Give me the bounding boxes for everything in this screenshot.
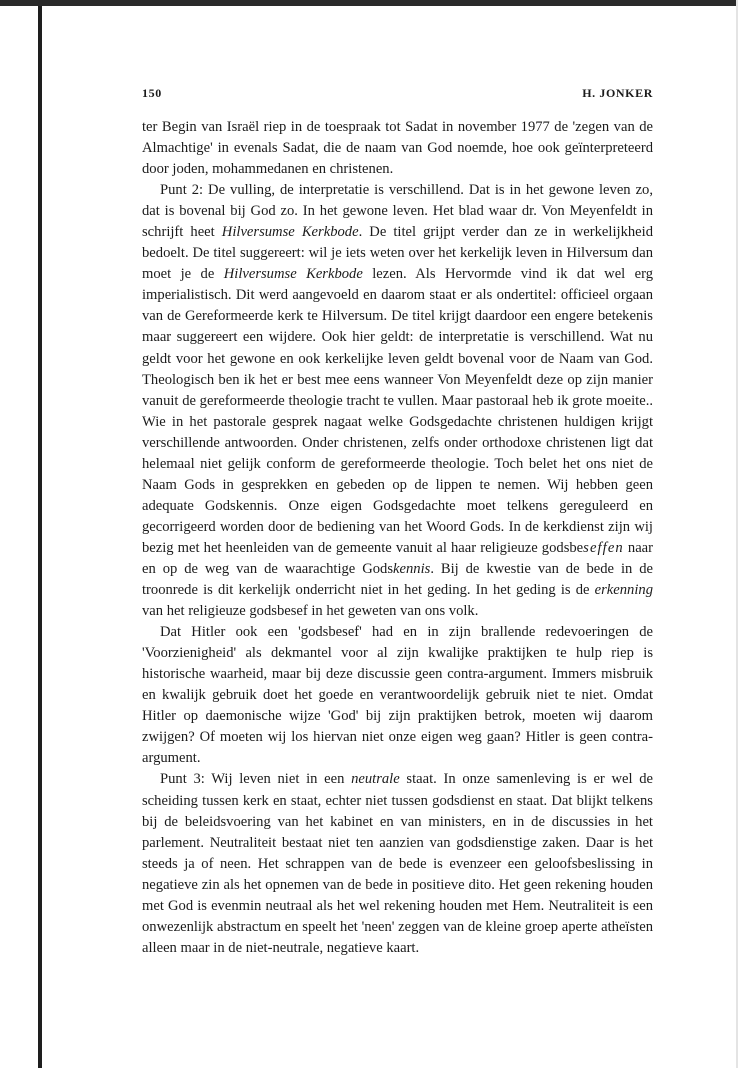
p2-text-a: Punt 2: De vulling, de interpretatie is verschillend. Dat is in het gewone leven zo, dat is bovenal bij God zo. In het gewone leven. Het blad waar dr. Von Meyenfeldt in schrijft heet — [142, 182, 653, 241]
p4-text-c: staat. In onze samenleving is er wel de scheiding tussen kerk en staat, echter niet tussen godsdienst en staat. Dat blijkt telkens bij de beleidsvoering van het kabinet en van ministers, en in de discussies in het parlement. Neutraliteit bestaat niet ten aanzien van godsdienstige zaken. Daar is het steeds ja of neen. Het schrappen van de bede is evenzeer een geloofsbeslissing in negatieve zin als het opnemen van de bede in positieve dito. Het geen rekening houden met God is evenmin neutraal als het wel rekening houden met Hem. Neutraliteit is een onwezenlijk abstractum en speelt het 'neen' zeggen van de kleine groep aperte atheïsten alleen maar in de niet-neutrale, negatieve kaart. — [142, 771, 654, 956]
p2-emph-kennis: kennis — [393, 560, 431, 577]
p2-text-k: van het religieuze godsbesef in het geweten van ons volk. — [142, 603, 479, 620]
paragraph-1 — [142, 117, 653, 180]
paragraph-1-text: ter Begin van Israël riep in de toespraak tot Sadat in november 1977 de 'zegen van de Almachtige' in evenals Sadat, die de naam van God noemde, hoe ook geïnterpreteerd door joden, mohammedanen en christenen. — [142, 119, 653, 178]
paragraph-2 — [142, 180, 653, 622]
paragraph-3 — [142, 622, 653, 769]
p2-title-kerkbode-1: Hilversumse Kerkbode — [221, 224, 359, 241]
running-head-author: H. JONKER — [582, 86, 653, 100]
scan-border-left — [38, 6, 42, 1068]
p2-text-e: lezen. Als Hervormde vind ik dat wel erg imperialistisch. Dit werd aangevoeld en daarom staat er als ondertitel: officieel orgaan van de Gereformeerde kerk te Hilversum. De titel krijgt daardoor een engere betekenis maar suggereert een wijdere. Ook hier geldt: de interpretatie is verschillend. Wat nu geldt voor het gewone en ook kerkelijke leven geldt bovenal voor de Naam van God. Theologisch ben ik het er best mee eens wanneer Von Meyenfeldt deze op zijn manier vanuit de gereformeerde theologie tracht te vullen. Maar pastoraal heb ik grote moeite.. Wie in het pastorale gesprek nagaat welke Godsgedachte christenen huldigen krijgt verschillende antwoorden. Onder christenen, zelfs onder orthodoxe christenen ligt dat helemaal niet gelijk conform de gereformeerde theologie. Toch belet het ons niet de Naam Gods in gesprekken en gebeden op de lippen te nemen. Wij hebben geen adequate Godskennis. Onze eigen Godsgedachte moet telkens gereguleerd en gecorrigeerd worden door de bediening van het Woord Gods. In de kerkdienst zijn wij bezig met het heenleiden van de gemeente vanuit al haar religieuze godsbe — [142, 266, 654, 556]
p2-text-c: . De titel grijpt verder dan ze in werkelijkheid bedoelt. De titel suggereert: wil je iets weten over het kerkelijk leven in Hilversum dan moet je de — [142, 224, 653, 283]
scan-border-top — [0, 0, 738, 6]
p2-text-g: naar en op de weg van de waarachtige Gods — [142, 539, 654, 577]
paragraph-4 — [142, 769, 653, 958]
running-head — [142, 86, 653, 101]
p4-text-a: Punt 3: Wij leven niet in een — [160, 771, 352, 788]
p2-emph-beseffen: seffen — [583, 539, 624, 556]
body-text — [142, 117, 653, 959]
p2-emph-erkenning: erkenning — [594, 582, 653, 599]
page-content — [142, 86, 653, 959]
p4-emph-neutrale: neutrale — [351, 771, 400, 788]
paragraph-3-text: Dat Hitler ook een 'godsbesef' had en in zijn brallende redevoeringen de 'Voorzienigheid' als dekmantel voor al zijn kwalijke praktijken te hulp riep is historische waarheid, maar bij deze discussie geen contra-argument. Immers misbruik en kwalijk gebruik doet het goede en verantwoordelijk gebruik niet te niet. Omdat Hitler op daemonische wijze 'God' bij zijn praktijken betrok, moeten wij daarom zwijgen? Of moeten wij los hiervan niet onze eigen weg gaan? Hitler is geen contra-argument. — [142, 624, 653, 767]
p2-text-i: . Bij de kwestie van de bede in de troonrede is dit kerkelijk onderricht niet in het geding. In het geding is de — [142, 560, 653, 599]
p2-title-kerkbode-2: Hilversumse Kerkbode — [223, 266, 363, 283]
page-number: 150 — [142, 86, 162, 100]
